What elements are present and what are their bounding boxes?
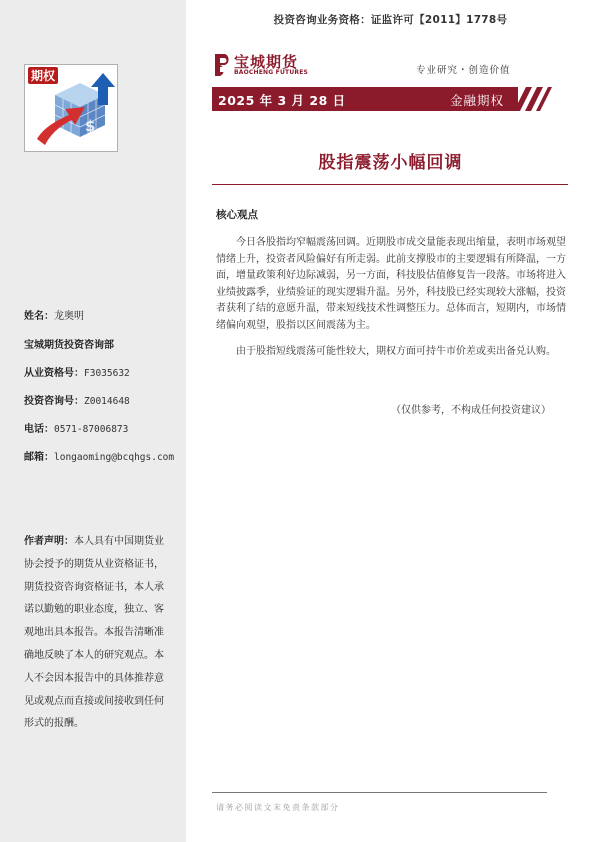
report-date: 2025 年 3 月 28 日 [218, 93, 346, 108]
author-name-value: 龙奥明 [54, 311, 84, 322]
department-value: 宝城期货投资咨询部 [24, 340, 114, 351]
author-advisory [24, 392, 130, 407]
cover-image [24, 64, 118, 152]
slogan: 专业研究・创造价值 [416, 65, 511, 76]
paragraph: 今日各股指均窄幅震荡回调。近期股市成交量能表现出缩量，表明市场观望情绪上升，投资者风险偏好有所走弱。此前支撑股市的主要逻辑有所降温，一方面，增量政策利好边际减弱，另一方面，科技股估值修复告一段落。市场将进入业绩披露季，业绩验证的现实逻辑升温。另外，科技股已经实现较大涨幅，投资者获利了结的意愿升温，带来短线技术性调整压力。总体而言，短期内，市场情绪偏向观望，股指以区间震荡为主。 [216, 237, 566, 331]
footer-divider [212, 792, 547, 793]
license-line: 投资咨询业务资格：证监许可【2011】1778号 [273, 14, 508, 26]
cert-label: 从业资格号： [24, 368, 84, 379]
svg-text:$: $ [85, 117, 96, 135]
author-email [24, 448, 174, 463]
footer-note: 请务必阅读文末免责条款部分 [216, 803, 340, 812]
brand-name-cn: 宝城期货 [234, 53, 299, 71]
cert-value: F3035632 [84, 368, 130, 379]
brand-name-en: BAOCHENG FUTURES [234, 69, 309, 76]
statement-label: 作者声明： [24, 536, 74, 547]
author-statement [24, 531, 169, 736]
statement-text: 本人具有中国期货业协会授予的期货从业资格证书，期货投资咨询资格证书，本人承诺以勤勉的职业态度，独立、客观地出具本报告。本报告清晰准确地反映了本人的研究观点。本人不会因本报告中的具体推荐意见或观点而直接或间接收到任何形式的报酬。 [24, 536, 164, 730]
author-phone [24, 420, 128, 435]
author-name [24, 307, 84, 322]
advisory-value: Z0014648 [84, 396, 130, 407]
email-label: 邮箱： [24, 452, 54, 463]
author-name-label: 姓名： [24, 311, 54, 322]
phone-label: 电话： [24, 424, 54, 435]
author-cert [24, 364, 130, 379]
report-title: 股指震荡小幅回调 [318, 153, 463, 173]
cover-badge: 期权 [28, 67, 58, 84]
advisory-label: 投资咨询号： [24, 396, 84, 407]
paragraph: 由于股指短线震荡可能性较大，期权方面可持牛市价差或卖出备兑认购。 [236, 345, 556, 357]
title-divider [212, 184, 568, 185]
section-heading: 核心观点 [216, 209, 258, 221]
date-bar [212, 87, 518, 111]
report-category: 金融期权 [449, 93, 504, 108]
date-bar-stripes [514, 87, 554, 111]
disclaimer: （仅供参考，不构成任何投资建议） [391, 405, 551, 416]
author-department [24, 336, 114, 351]
report-body [216, 235, 566, 369]
brand-mark-icon [212, 52, 232, 78]
email-value[interactable]: longaoming@bcqhgs.com [54, 452, 175, 463]
phone-value: 0571-87006873 [54, 424, 129, 435]
